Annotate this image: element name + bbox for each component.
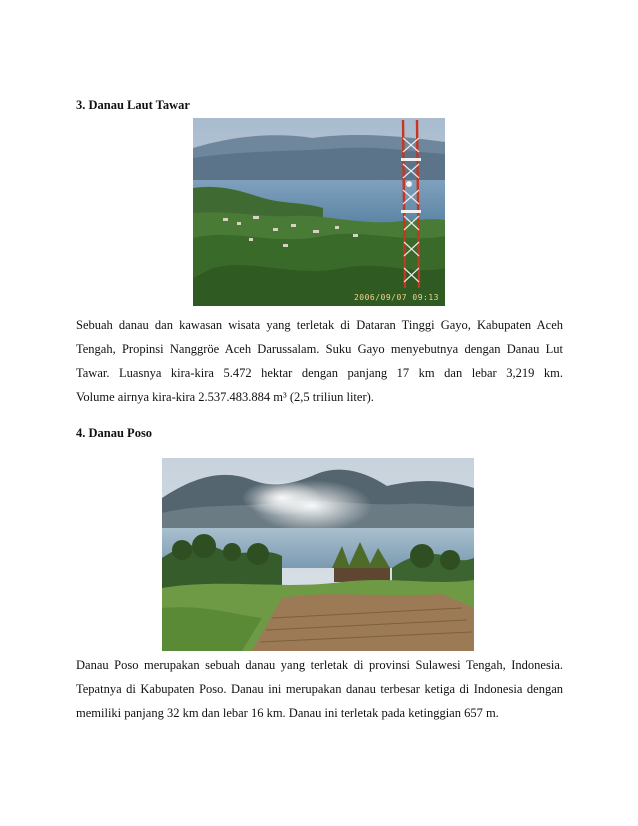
paragraph-line: memiliki panjang 32 km dan lebar 16 km. Danau ini terletak pada ketinggian 657 m. — [76, 706, 499, 720]
paragraph-line: Danau Poso merupakan sebuah danau yang terletak di provinsi Sulawesi Tengah, Indonesia. — [76, 658, 563, 672]
lake-landscape-illustration — [162, 458, 474, 651]
paragraph-line: Sebuah danau dan kawasan wisata yang terletak di Dataran Tinggi Gayo, Kabupaten Aceh — [76, 318, 563, 332]
lake-photo-poso — [162, 458, 474, 651]
lake-photo-laut-tawar — [193, 118, 445, 306]
paragraph-line: Tawar. Luasnya kira-kira 5.472 hektar dengan panjang 17 km dan lebar 3,219 km. — [76, 366, 563, 380]
photo-date-stamp: 2006/09/07 09:13 — [353, 293, 439, 302]
paragraph-line: Tepatnya di Kabupaten Poso. Danau ini merupakan danau terbesar ketiga di Indonesia dengan — [76, 682, 563, 696]
paragraph-line: Tengah, Propinsi Nanggröe Aceh Darussalam. Suku Gayo menyebutnya dengan Danau Lut — [76, 342, 563, 356]
paragraph-line: Volume airnya kira-kira 2.537.483.884 m³ (2,5 triliun liter). — [76, 390, 374, 404]
section-heading-poso: 4. Danau Poso — [76, 426, 153, 440]
paragraph-laut-tawar — [76, 313, 563, 409]
lake-landscape-illustration — [193, 118, 445, 306]
section-heading-laut-tawar: 3. Danau Laut Tawar — [76, 98, 190, 112]
paragraph-poso — [76, 653, 563, 725]
